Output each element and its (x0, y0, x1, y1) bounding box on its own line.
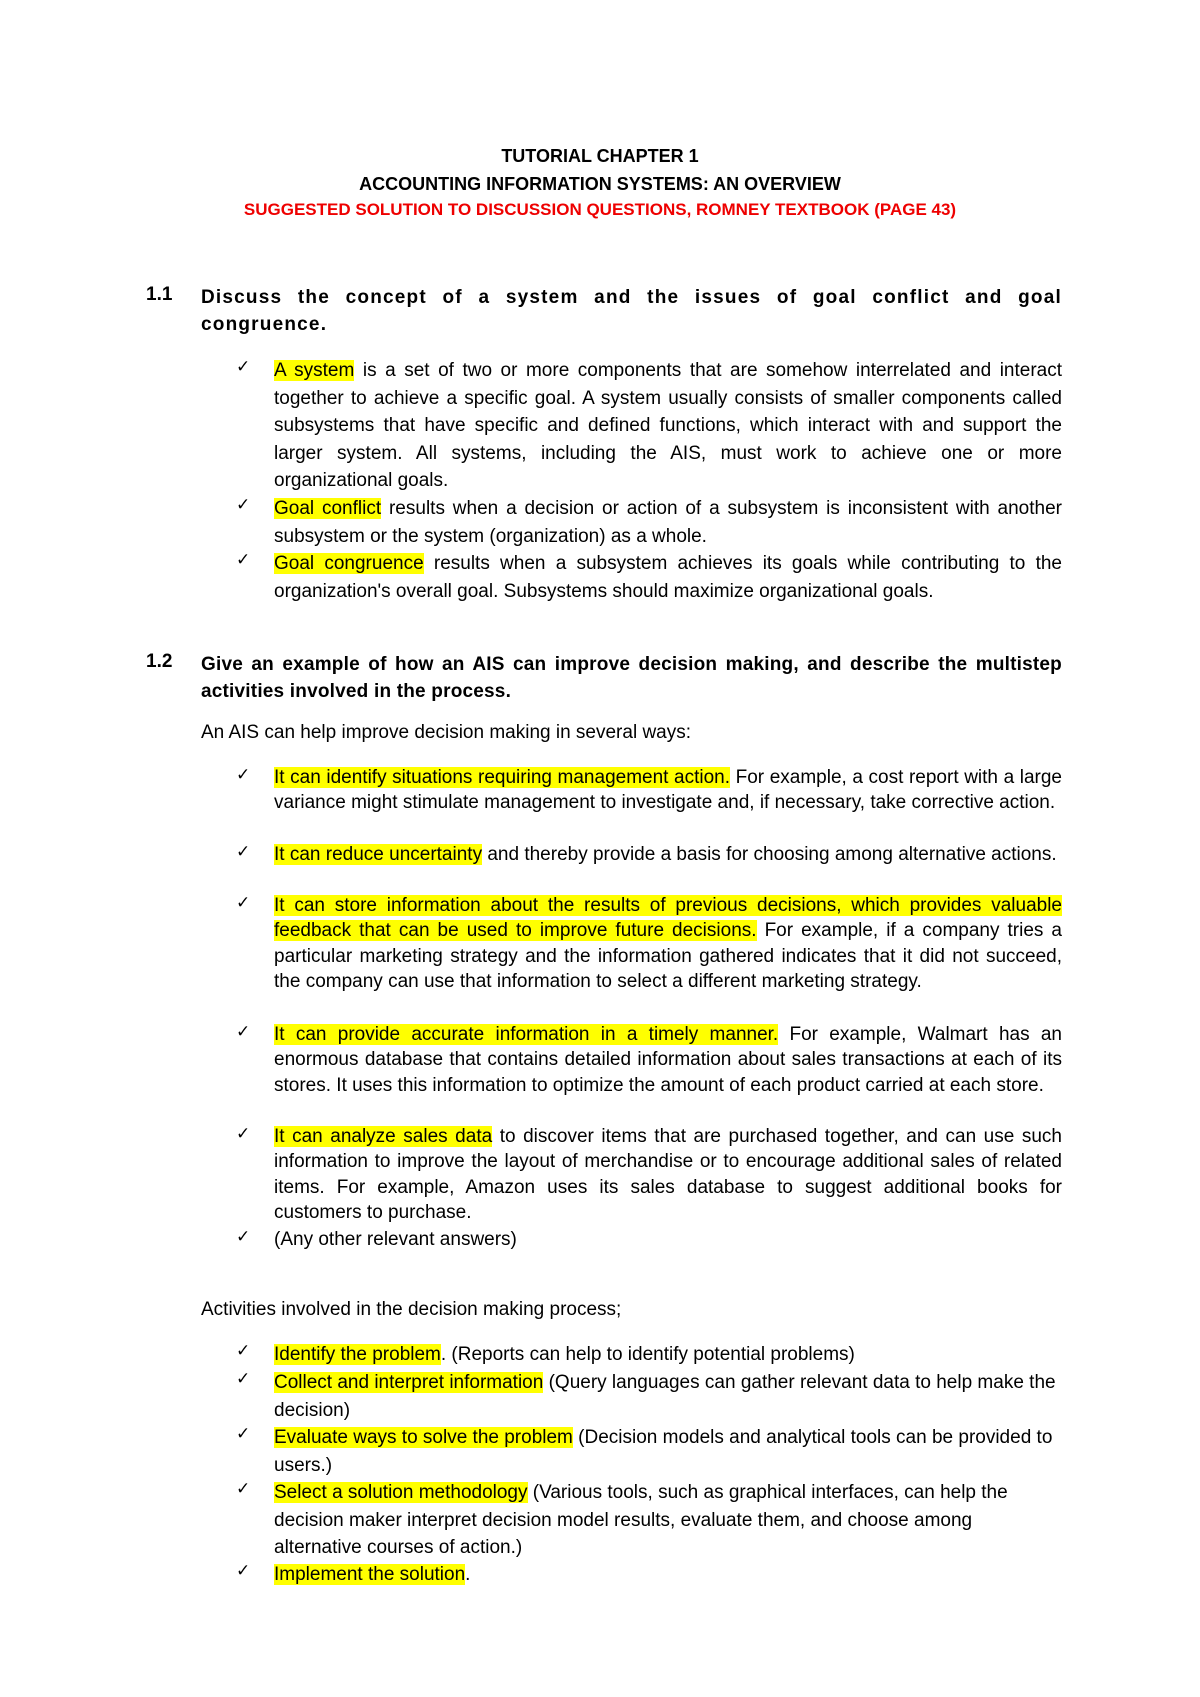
checkmark-icon: ✓ (236, 357, 251, 377)
highlight-term: Evaluate ways to solve the problem (274, 1427, 573, 1448)
highlight-term: It can provide accurate information in a timely manner. (274, 1024, 779, 1045)
checkmark-icon: ✓ (236, 550, 251, 570)
item-text: For example, if a company tries a particular marketing strategy and the information gathered indicates that it did not succeed, the company can use that information to select a different marketing strategy. (274, 920, 1063, 992)
item-text: (Various tools, such as graphical interfaces, can help the decision maker interpret decision model results, evaluate them, and choose among alternative courses of action.) (274, 1482, 1008, 1558)
checkmark-icon: ✓ (236, 1022, 251, 1042)
highlight-term: It can reduce uncertainty (274, 844, 483, 865)
checkmark-icon: ✓ (236, 495, 251, 515)
highlight-term: A system (274, 360, 355, 381)
highlight-term: Identify the problem (274, 1344, 441, 1365)
question-text: Discuss the concept of a system and the issues of goal conflict and goal congruence. (201, 287, 1062, 335)
checkmark-icon: ✓ (236, 1424, 251, 1444)
doc-title: TUTORIAL CHAPTER 1 (501, 146, 699, 166)
item-text: results when a subsystem achieves its goals while contributing to the organization's overall goal. Subsystems should maximize organizational goals. (274, 553, 1062, 602)
question-number: 1.2 (146, 651, 173, 672)
item-text: is a set of two or more components that are somehow interrelated and interact together to achieve a specific goal. A system usually consists of smaller components called subsystems that have specific and defined functions, which interact with and support the larger system. All systems, including the AIS, must work to achieve one or more organizational goals. (274, 360, 1062, 491)
highlight-term: It can identify situations requiring management action. (274, 767, 731, 788)
item-text: (Any other relevant answers) (274, 1229, 517, 1250)
item-text: (Decision models and analytical tools can be provided to users.) (274, 1427, 1053, 1476)
highlight-term: Collect and interpret information (274, 1372, 544, 1393)
item-text: results when a decision or action of a subsystem is inconsistent with another subsystem or the system (organization) as a whole. (274, 498, 1062, 547)
highlight-term: It can analyze sales data (274, 1126, 493, 1147)
checkmark-icon: ✓ (236, 1561, 251, 1581)
checkmark-icon: ✓ (236, 1369, 251, 1389)
checkmark-icon: ✓ (236, 842, 251, 862)
checkmark-icon: ✓ (236, 1341, 251, 1361)
answer-intro: An AIS can help improve decision making in several ways: (201, 722, 692, 743)
item-text: to discover items that are purchased together, and can use such information to improve the layout of merchandise or to encourage additional sales of related items. For example, Amazon uses its sales database to suggest additional books for customers to purchase. (274, 1126, 1062, 1223)
highlight-term: Goal conflict (274, 498, 382, 519)
highlight-term: Select a solution methodology (274, 1482, 528, 1503)
checkmark-icon: ✓ (236, 765, 251, 785)
checkmark-icon: ✓ (236, 1227, 251, 1247)
item-text: and thereby provide a basis for choosing among alternative actions. (482, 844, 1057, 865)
checkmark-icon: ✓ (236, 1479, 251, 1499)
item-text: For example, a cost report with a large variance might stimulate management to investigate and, if necessary, take corrective action. (274, 767, 1062, 814)
doc-source-note: SUGGESTED SOLUTION TO DISCUSSION QUESTIONS, ROMNEY TEXTBOOK (PAGE 43) (243, 200, 957, 219)
item-text: For example, Walmart has an enormous database that contains detailed information about sales transactions at each of its stores. It uses this information to optimize the amount of each product carried at each store. (274, 1024, 1062, 1096)
highlight-term: It can store information about the results of previous decisions, which provides valuable feedback that can be used to improve future decisions. (274, 895, 1062, 942)
item-text: . (465, 1564, 471, 1585)
highlight-term: Implement the solution (274, 1564, 466, 1585)
question-text: Give an example of how an AIS can improve decision making, and describe the multistep activities involved in the process. (201, 654, 1062, 702)
checkmark-icon: ✓ (236, 1124, 251, 1144)
doc-subtitle: ACCOUNTING INFORMATION SYSTEMS: AN OVERVIEW (359, 174, 841, 194)
activities-intro: Activities involved in the decision making process; (201, 1299, 622, 1320)
item-text: (Query languages can gather relevant data to help make the decision) (274, 1372, 1056, 1421)
highlight-term: Goal congruence (274, 553, 424, 574)
checkmark-icon: ✓ (236, 893, 251, 913)
item-text: . (Reports can help to identify potential problems) (440, 1344, 855, 1365)
question-number: 1.1 (146, 284, 173, 305)
